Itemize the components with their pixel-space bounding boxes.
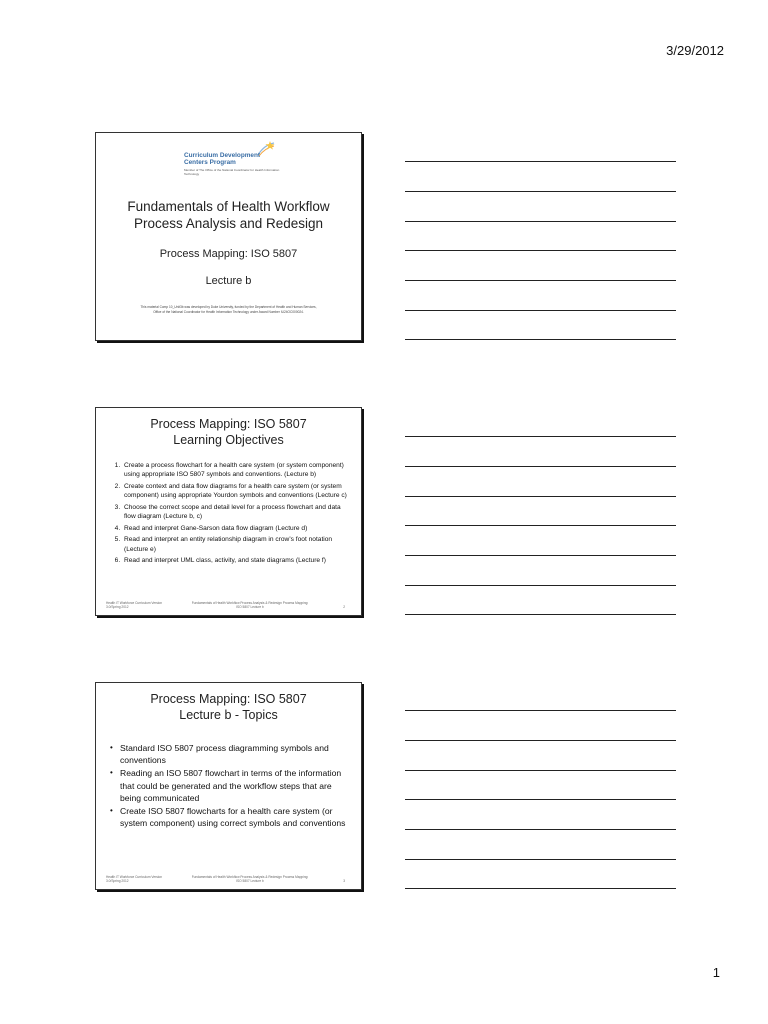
note-line	[405, 466, 676, 467]
logo-subtext: Member of The Office of the National Coordinator for Health Information Technology	[184, 168, 280, 176]
list-item: 5. Read and interpret an entity relationship diagram in crow’s foot notation (Lecture e)	[122, 535, 351, 554]
note-line	[405, 799, 676, 800]
topics-list	[106, 742, 347, 830]
objectives-list	[104, 461, 351, 568]
note-line	[405, 888, 676, 889]
slide1-title	[96, 198, 361, 232]
slide1-title-line1: Fundamentals of Health Workflow	[127, 199, 330, 214]
footer-left: Health IT Workforce Curriculum Version 3.0/Spring 2012	[106, 875, 163, 883]
footer-center-text: Fundamentals of Health Workflow Process Analysis & Redesign Process Mapping: ISO 5807	[191, 601, 309, 609]
slide2-title-line2: Learning Objectives	[173, 432, 284, 447]
footer-left: Health IT Workforce Curriculum Version 3.0/Spring 2012	[106, 601, 163, 609]
list-item: • Reading an ISO 5807 flowchart in terms of the information that could be generated and the workflow steps that are being communicated	[120, 767, 347, 804]
note-line	[405, 859, 676, 860]
slide1-subtitle: Process Mapping: ISO 5807	[159, 248, 298, 260]
note-line	[405, 339, 676, 340]
logo-text-line2: Centers Program	[184, 159, 236, 166]
note-line	[405, 740, 676, 741]
note-line	[405, 161, 676, 162]
logo-text-line1: Curriculum Development	[184, 152, 260, 159]
slide-thumbnail-1	[95, 132, 362, 341]
footer-center	[190, 601, 310, 609]
note-line	[405, 770, 676, 771]
note-line	[405, 310, 676, 311]
credit-line1: This material Comp 10_Unit3b was developed by Duke University, funded by the Department of Health and Human Services,	[140, 305, 317, 309]
note-line	[405, 710, 676, 711]
list-item: • Create ISO 5807 flowcharts for a health care system (or system component) using correct symbols and conventions	[120, 805, 347, 829]
slide1-lecture: Lecture b	[205, 275, 252, 287]
note-line	[405, 829, 676, 830]
list-item: • Standard ISO 5807 process diagramming symbols and conventions	[120, 742, 347, 766]
page-number: 1	[712, 965, 720, 980]
list-item: 2. Create context and data flow diagrams for a health care system (or system component) using appropriate Yourdon symbols and conventions (Lecture c)	[122, 482, 351, 501]
note-line	[405, 191, 676, 192]
list-item: 1. Create a process flowchart for a health care system (or system component) using appropriate ISO 5807 symbols and conventions. (Lecture b)	[122, 461, 351, 480]
slide1-title-line2: Process Analysis and Redesign	[133, 216, 324, 231]
slide3-title-line2: Lecture b - Topics	[179, 707, 278, 722]
footer-center: Fundamentals of Health Workflow Process Analysis & Redesign Process Mapping: ISO 5807 Lecture b	[191, 875, 309, 883]
note-line	[405, 250, 676, 251]
footer-center-lecture: Lecture b	[250, 605, 264, 609]
print-date: 3/29/2012	[666, 43, 724, 58]
note-line	[405, 585, 676, 586]
list-item: 6. Read and interpret UML class, activity, and state diagrams (Lecture f)	[122, 556, 351, 565]
slide3-title	[96, 692, 361, 723]
credit-line2: Office of the National Coordinator for Health Information Technology under Award Number IU24OC000024.	[153, 310, 304, 314]
slide-thumbnail-2	[95, 407, 362, 616]
footer-slide-number: 2	[343, 605, 345, 609]
note-line	[405, 221, 676, 222]
note-line	[405, 555, 676, 556]
note-line	[405, 496, 676, 497]
note-line	[405, 436, 676, 437]
curriculum-logo	[182, 140, 282, 182]
slide2-title	[96, 417, 361, 448]
list-item: 3. Choose the correct scope and detail level for a process flowchart and data flow diagram (Lecture b, c)	[122, 503, 351, 522]
note-line	[405, 280, 676, 281]
note-line	[405, 614, 676, 615]
slide2-title-line1: Process Mapping: ISO 5807	[150, 417, 307, 431]
slide1-credit	[116, 305, 341, 315]
slide3-title-line1: Process Mapping: ISO 5807	[150, 692, 307, 706]
footer-slide-number: 3	[343, 879, 345, 883]
list-item: 4. Read and interpret Gane-Sarson data flow diagram (Lecture d)	[122, 524, 351, 533]
note-line	[405, 525, 676, 526]
slide-thumbnail-3	[95, 682, 362, 890]
